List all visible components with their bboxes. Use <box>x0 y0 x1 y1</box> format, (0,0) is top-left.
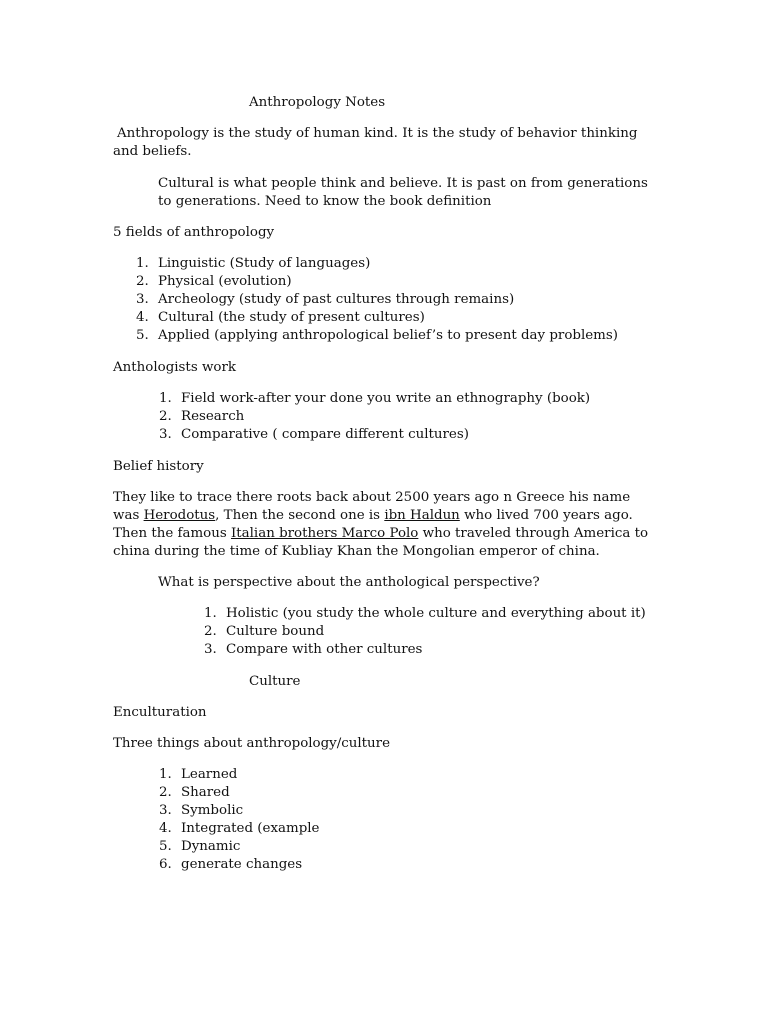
history-paragraph <box>113 489 653 561</box>
culture-heading: Culture <box>249 674 301 689</box>
list-number: 2. <box>159 785 172 800</box>
herodotus-link-text: Herodotus <box>143 508 216 523</box>
list-number: 3. <box>136 292 149 307</box>
list-text: Holistic (you study the whole culture and everything about it) <box>226 606 646 621</box>
cultural-definition-paragraph: Cultural is what people think and believe. It is past on from generations to generations. Need to know the book definition <box>158 176 648 209</box>
list-text: Integrated (example <box>181 821 320 836</box>
marco-polo-link-text: Italian brothers Marco Polo <box>231 526 419 541</box>
list-text: Learned <box>181 767 238 782</box>
list-number: 2. <box>159 409 172 424</box>
list-number: 2. <box>136 274 149 289</box>
list-number: 3. <box>204 642 217 657</box>
three-things-heading: Three things about anthropology/culture <box>113 736 390 751</box>
intro-paragraph: Anthropology is the study of human kind. It is the study of behavior thinking and beliefs. <box>113 126 638 159</box>
perspective-question: What is perspective about the anthological perspective? <box>158 575 540 590</box>
list-text: Shared <box>181 785 230 800</box>
list-number: 3. <box>159 803 172 818</box>
list-number: 1. <box>136 256 149 271</box>
list-number: 4. <box>136 310 149 325</box>
list-text: Field work-after your done you write an ethnography (book) <box>181 391 591 406</box>
enculturation-heading: Enculturation <box>113 705 207 720</box>
work-heading: Anthologists work <box>113 360 236 375</box>
list-number: 4. <box>159 821 172 836</box>
list-text: Linguistic (Study of languages) <box>158 256 371 271</box>
list-number: 2. <box>204 624 217 639</box>
list-number: 5. <box>159 839 172 854</box>
list-number: 1. <box>159 767 172 782</box>
list-number: 3. <box>159 427 172 442</box>
list-text: generate changes <box>181 857 303 872</box>
list-text: Archeology (study of past cultures through remains) <box>158 292 515 307</box>
history-text: who traveled through America to china during the time of Kubliay Khan the Mongolian emperor of china. <box>113 526 649 559</box>
list-number: 6. <box>159 857 172 872</box>
list-text: Research <box>181 409 245 424</box>
list-number: 5. <box>136 328 149 343</box>
history-heading: Belief history <box>113 459 204 474</box>
list-text: Symbolic <box>181 803 244 818</box>
list-text: Dynamic <box>181 839 241 854</box>
list-text: Comparative ( compare different cultures) <box>181 427 469 442</box>
history-text: , Then the second one is <box>215 508 385 523</box>
history-text: They like to trace there roots back about 2500 years ago n Greece his name was <box>113 490 631 523</box>
list-text: Compare with other cultures <box>226 642 423 657</box>
history-text: who lived 700 years ago. Then the famous <box>113 508 633 541</box>
list-text: Physical (evolution) <box>158 274 292 289</box>
list-text: Applied (applying anthropological belief’s to present day problems) <box>158 328 618 343</box>
fields-heading: 5 fields of anthropology <box>113 225 275 240</box>
list-text: Cultural (the study of present cultures) <box>158 310 425 325</box>
list-number: 1. <box>204 606 217 621</box>
ibn-haldun-link-text: ibn Haldun <box>384 508 460 523</box>
list-number: 1. <box>159 391 172 406</box>
list-text: Culture bound <box>226 624 325 639</box>
document-title: Anthropology Notes <box>249 95 386 110</box>
